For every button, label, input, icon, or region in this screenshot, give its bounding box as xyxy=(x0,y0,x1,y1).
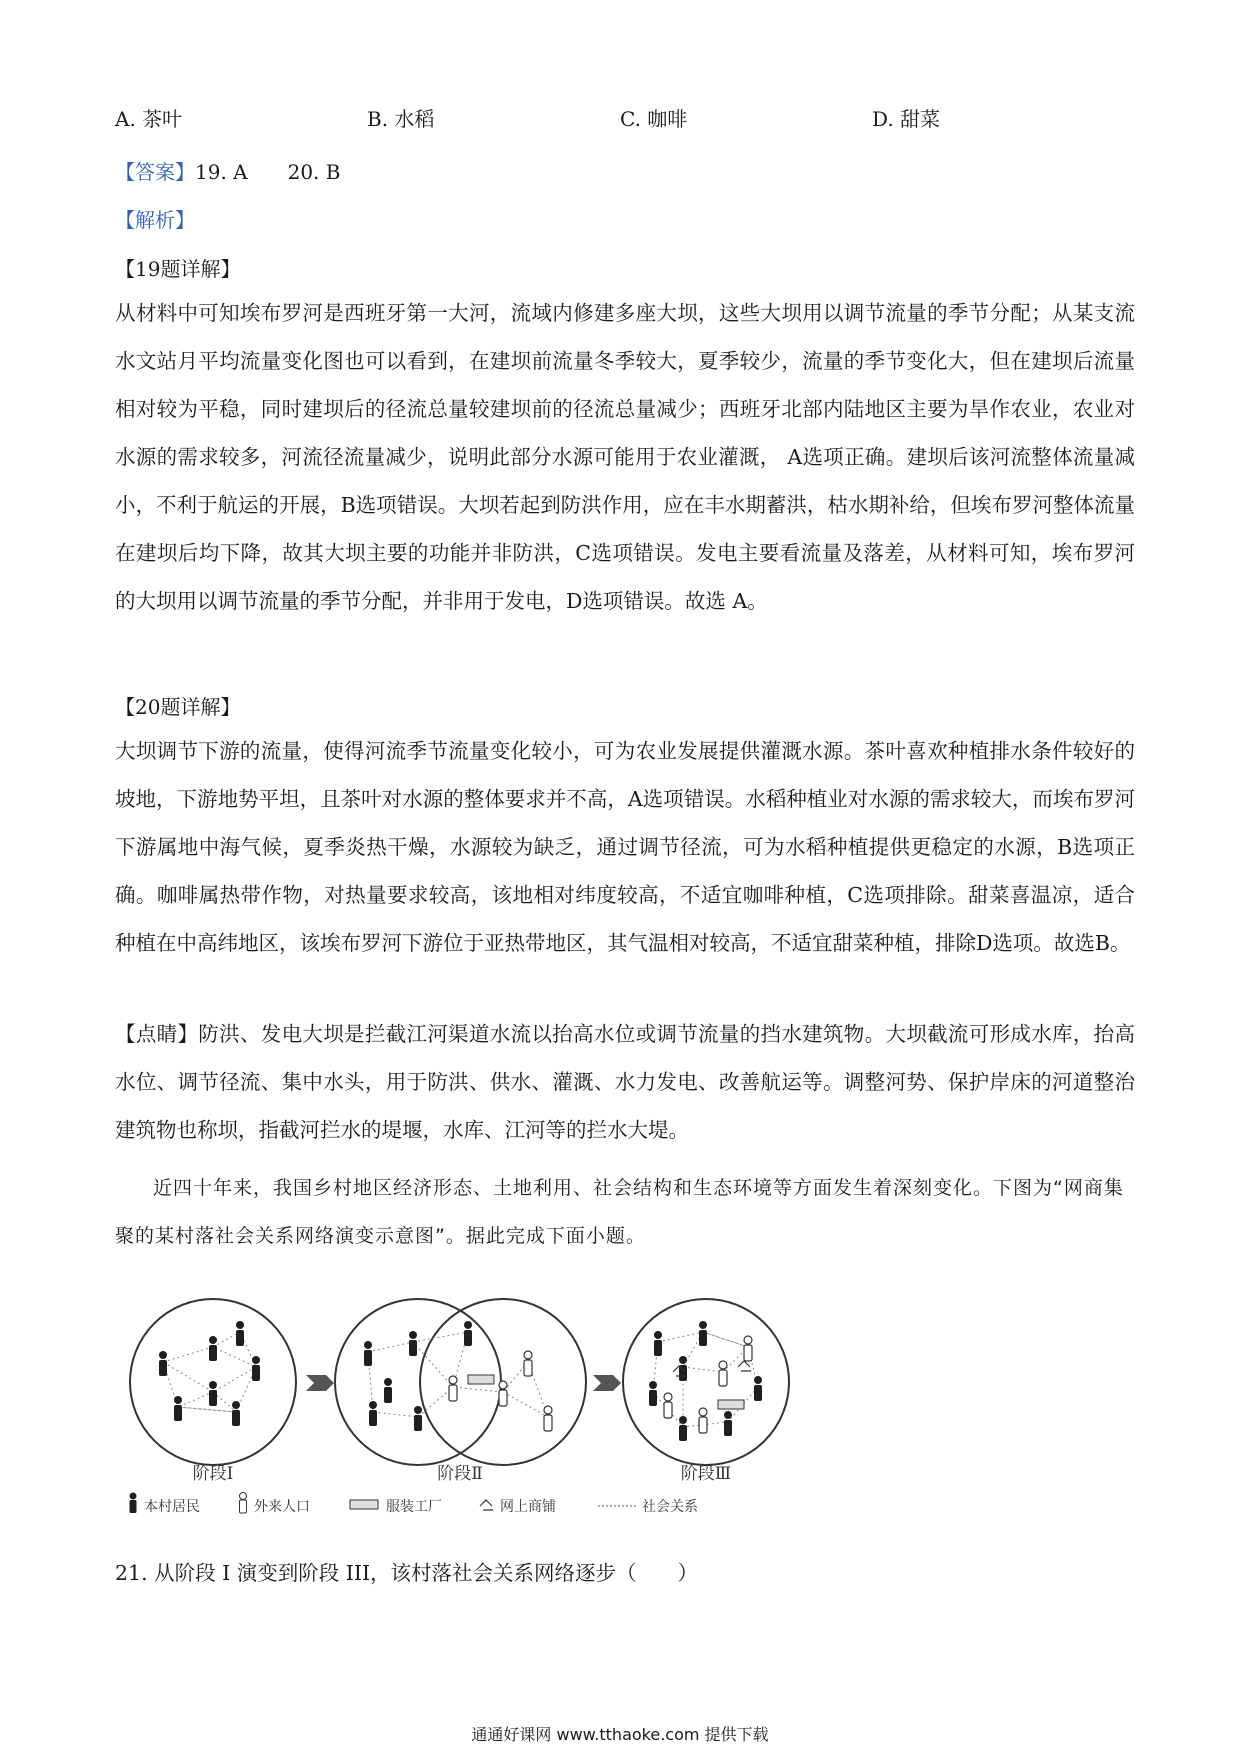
svg-text:本村居民: 本村居民 xyxy=(144,1499,200,1515)
option-c: C. 咖啡 xyxy=(620,107,688,131)
q21-question: 21. 从阶段 I 演变到阶段 III，该村落社会关系网络逐步（ ） xyxy=(115,1561,699,1585)
stage1-label: 阶段Ⅰ xyxy=(192,1464,234,1484)
q19-heading: 【19题详解】 xyxy=(115,257,241,281)
note-label: 【点睛】 xyxy=(115,1022,199,1046)
svg-text:网上商铺: 网上商铺 xyxy=(500,1499,556,1515)
svg-text:社会关系: 社会关系 xyxy=(642,1499,698,1515)
page-footer: 通通好课网 www.tthaoke.com 提供下载 xyxy=(471,1725,769,1744)
legend-factory xyxy=(350,1498,442,1515)
answer-line xyxy=(115,156,340,185)
option-b: B. 水稻 xyxy=(367,107,435,131)
legend-resident xyxy=(130,1493,201,1516)
analysis-label: 【解析】 xyxy=(115,208,195,232)
note-body: 防洪、发电大坝是拦截江河渠道水流以抬高水位或调节流量的挡水建筑物。大坝截流可形成水库，抬高水位、调节径流、集中水头，用于防洪、供水、灌溉、水力发电、改善航运等。调整河势、保护岸床的河道整治建筑物也称坝，指截河拦水的堤堰，水库、江河等的拦水大堤。 xyxy=(115,1022,1136,1142)
stage-arrows xyxy=(306,1375,621,1391)
answer-text: 19. A 20. B xyxy=(195,160,341,184)
figure-legend xyxy=(130,1493,699,1516)
option-a: A. 茶叶 xyxy=(115,107,183,131)
stage2-label: 阶段Ⅱ xyxy=(437,1464,483,1484)
legend-social-relation xyxy=(598,1499,698,1515)
q20-heading: 【20题详解】 xyxy=(115,695,241,719)
svg-text:外来人口: 外来人口 xyxy=(254,1499,310,1515)
option-d: D. 甜菜 xyxy=(872,107,941,131)
legend-online-shop xyxy=(480,1499,556,1515)
intro-paragraph: 近四十年来，我国乡村地区经济形态、土地利用、社会结构和生态环境等方面发生着深刻变化。下图为“网商集聚的某村落社会关系网络演变示意图”。据此完成下面小题。 xyxy=(115,1177,1124,1247)
answer-label: 【答案】 xyxy=(115,160,195,184)
svg-text:服装工厂: 服装工厂 xyxy=(386,1499,442,1515)
local-residents xyxy=(159,1321,762,1441)
legend-migrant xyxy=(240,1493,311,1516)
network-evolution-figure xyxy=(128,1272,808,1522)
q19-body: 从材料中可知埃布罗河是西班牙第一大河，流域内修建多座大坝，这些大坝用以调节流量的季节分配；从某支流水文站月平均流量变化图也可以看到，在建坝前流量冬季较大，夏季较少，流量的季节变化大，但在建坝后流量相对较为平稳，同时建坝后的径流总量较建坝前的径流总量减少；西班牙北部内陆地区主要为旱作农业，农业对水源的需求较多，河流径流量减少，说明此部分水源可能用于农业灌溉， A选项正确。建坝后该河流整体流量减小，不利于航运的开展，B选项错误。大坝若起到防洪作用，应在丰水期蓄洪，枯水期补给，但埃布罗河整体流量在建坝后均下降，故其大坝主要的功能并非防洪，C选项错误。发电主要看流量及落差，从材料可知，埃布罗河的大坝用以调节流量的季节分配，并非用于发电，D选项错误。故选 A。 xyxy=(115,301,1135,613)
note-paragraph xyxy=(115,1010,1135,1154)
arrow-icon xyxy=(306,1375,334,1391)
arrow-icon xyxy=(593,1375,621,1391)
q20-body: 大坝调节下游的流量，使得河流季节流量变化较小，可为农业发展提供灌溉水源。茶叶喜欢种植排水条件较好的坡地，下游地势平坦，且茶叶对水源的整体要求并不高，A选项错误。水稻种植业对水源的需求较大，而埃布罗河下游属地中海气候，夏季炎热干燥，水源较为缺乏，通过调节径流，可为水稻种植提供更稳定的水源，B选项正确。咖啡属热带作物，对热量要求较高，该地相对纬度较高，不适宜咖啡种植，C选项排除。甜菜喜温凉，适合种植在中高纬地区，该埃布罗河下游位于亚热带地区，其气温相对较高，不适宜甜菜种植，排除D选项。故选B。 xyxy=(115,739,1135,955)
stage3-label: 阶段Ⅲ xyxy=(680,1464,732,1484)
